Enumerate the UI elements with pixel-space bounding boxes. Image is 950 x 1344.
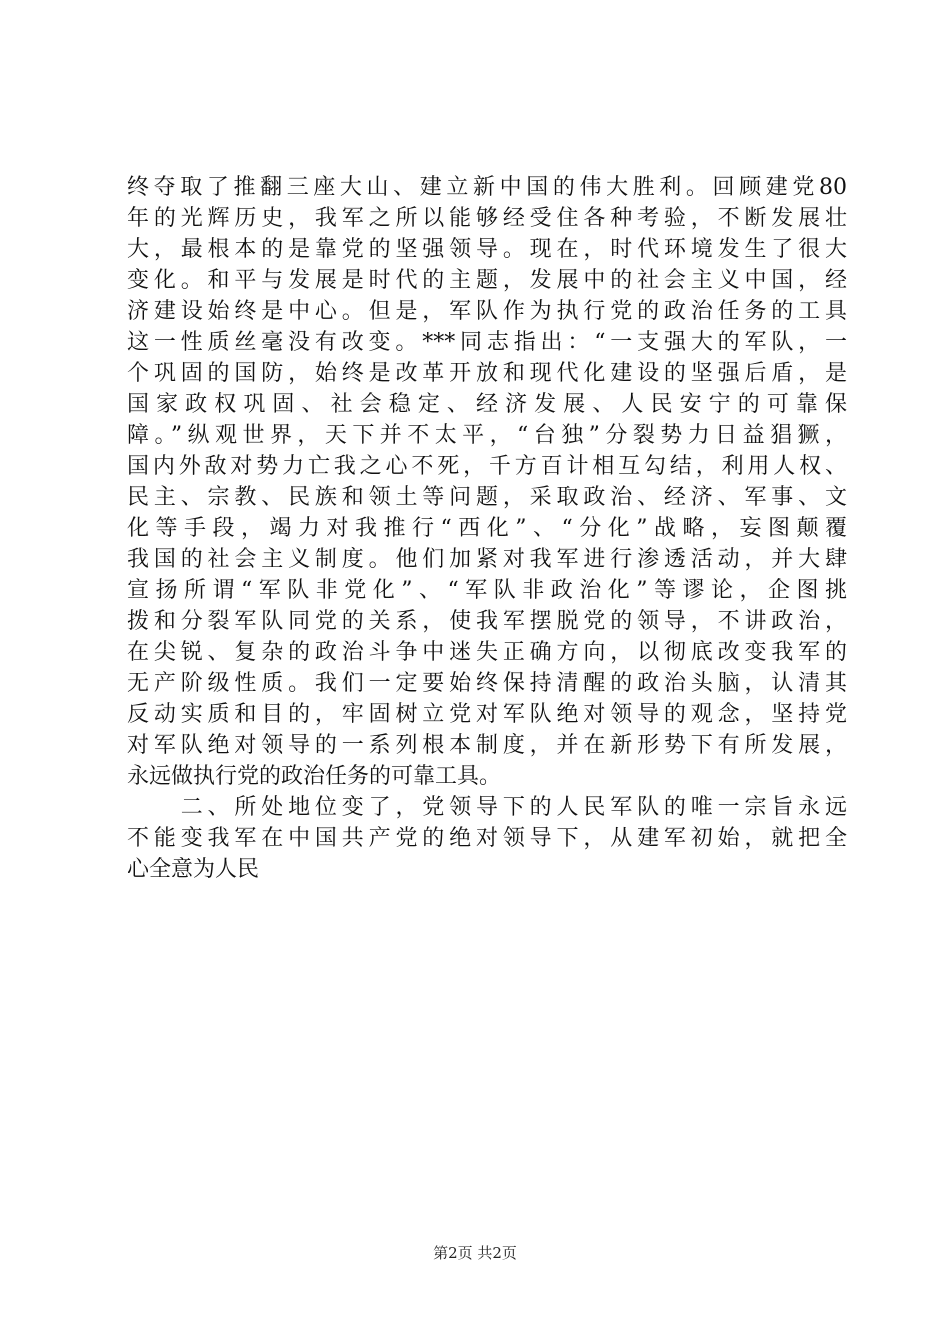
text-line: 终夺取了推翻三座大山、建立新中国的伟大胜利。回顾建党80 (127, 175, 847, 200)
text-line: 我国的社会主义制度。他们加紧对我军进行渗透活动，并大肆 (127, 547, 847, 572)
text-line-paragraph-end: 心全意为人民 (127, 857, 260, 882)
text-line: 在尖锐、复杂的政治斗争中迷失正确方向，以彻底改变我军的 (127, 640, 847, 665)
text-line: 化等手段，竭力对我推行“西化”、“分化”战略，妄图颠覆 (127, 516, 847, 541)
text-line: 拨和分裂军队同党的关系，使我军摆脱党的领导，不讲政治， (127, 609, 847, 634)
text-line: 宣扬所谓“军队非党化”、“军队非政治化”等谬论，企图挑 (127, 578, 847, 603)
text-line: 大，最根本的是靠党的坚强领导。现在，时代环境发生了很大 (127, 237, 847, 262)
text-line: 变化。和平与发展是时代的主题，发展中的社会主义中国，经 (127, 268, 847, 293)
body-text (127, 172, 847, 885)
text-line: 年的光辉历史，我军之所以能够经受住各种考验，不断发展壮 (127, 206, 847, 231)
text-line: 不能变我军在中国共产党的绝对领导下，从建军初始，就把全 (127, 826, 847, 851)
text-line: 障。”纵观世界，天下并不太平，“台独”分裂势力日益猖獗， (127, 423, 847, 448)
text-line: 国家政权巩固、社会稳定、经济发展、人民安宁的可靠保 (127, 392, 847, 417)
text-line: 二、所处地位变了，党领导下的人民军队的唯一宗旨永远 (127, 795, 847, 820)
text-line: 个巩固的国防，始终是改革开放和现代化建设的坚强后盾，是 (127, 361, 847, 386)
page-number-footer: 第2页 共2页 (433, 1244, 517, 1262)
text-line: 对军队绝对领导的一系列根本制度，并在新形势下有所发展， (127, 733, 847, 758)
text-line: 这一性质丝毫没有改变。***同志指出：“一支强大的军队，一 (127, 330, 847, 355)
text-line-paragraph-end: 永远做执行党的政治任务的可靠工具。 (127, 764, 502, 789)
text-line: 济建设始终是中心。但是，军队作为执行党的政治任务的工具 (127, 299, 847, 324)
text-line: 无产阶级性质。我们一定要始终保持清醒的政治头脑，认清其 (127, 671, 847, 696)
text-line: 民主、宗教、民族和领土等问题，采取政治、经济、军事、文 (127, 485, 847, 510)
text-line: 反动实质和目的，牢固树立党对军队绝对领导的观念，坚持党 (127, 702, 847, 727)
text-line: 国内外敌对势力亡我之心不死，千方百计相互勾结，利用人权、 (127, 454, 847, 479)
